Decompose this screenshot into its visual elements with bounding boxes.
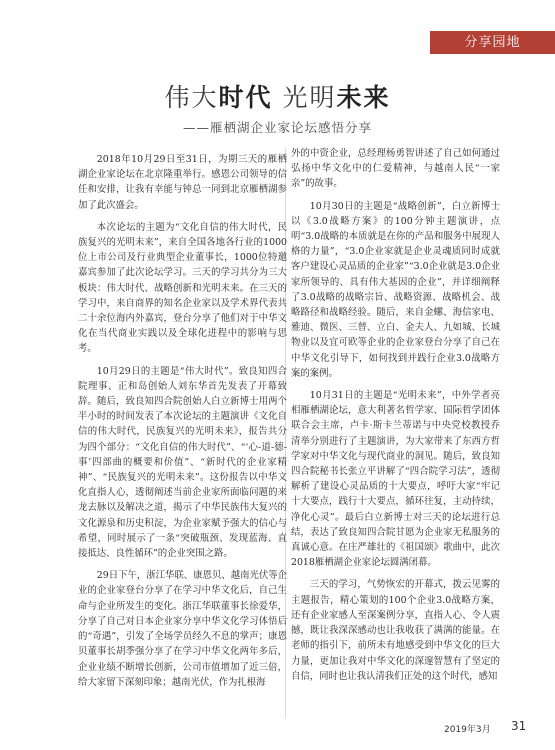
paragraph: 三天的学习，气势恢宏的开幕式，拨云见雾的主题报告，精心策划的100个企业3.0战略方案，还有企业家感人至深案例分享，直指人心、令人震撼，既让我深深感动也让我收获了满满的能量。在老师的指引下，前所未有地感受到中华文化的巨大力量，更加让我对中华文化的深邃智慧有了坚定的自信，同时也让我认清我们正处的这个时代，感知 bbox=[291, 579, 500, 682]
article-subtitle: ——雁栖湖企业家论坛感悟分享 bbox=[182, 120, 372, 135]
paragraph: 10月30日的主题是“战略创新”，白立新博士以《3.0战略方案》的100分钟主题演讲，点明“3.0战略的本质就是在你的产品和服务中展现人格的力量”，“3.0企业家就是企业灵魂质同时成就客户建设心灵品质的企业家”“3.0企业就是3.0企业家所领导的、具有伟大基因的企业”，并详细阐释了3.0战略的战略宗旨、战略资源、战略机会、战略路径和战略经验。随后，来自金螺、海信家电、雅迪、微医、三替、立白、金夫人、九如城、长城物业以及宜可欧等企业的企业家登台分享了自己在中华文化引导下，如何找到并践行企业3.0战略方案的案例。 bbox=[291, 200, 500, 379]
paragraph: 2018年10月29日至31日，为期三天的雁栖湖企业家论坛在北京隆重举行。感恩公司领导的信任和安排，让我有幸能与钟总一同到北京雁栖湖参加了此次盛会。 bbox=[78, 154, 287, 211]
paragraph: 外的中资企业，总经理杨勇智讲述了自己如何通过弘扬中华文化中的仁爱精神，与越南人民“一家亲”的故事。 bbox=[291, 148, 500, 190]
left-column bbox=[78, 152, 287, 717]
paragraph: 10月31日的主题是“光明未来”，中外学者亮相雁栖湖论坛，意大利著名哲学家、国际哲学团体联合会主席，卢卡·斯卡兰蒂诺与中央党校教授乔清举分别进行了主题演讲，为大家带来了东西方哲学家对中华文化与现代商业的洞见。随后，致良知四合院秘书长张立平讲解了“四合院学习法”，透彻解析了建设心灵品质的十大要点，呼吁大家“牢记十大要点，践行十大要点，循环往复，主动持续，净化心灵”。最后白立新博士对三天的论坛进行总结，表达了致良知四合院甘愿为企业家无私服务的真诚心意。在庄严雄壮的《祖国颂》歌曲中，此次2018雁栖湖企业家论坛圆满闭幕。 bbox=[291, 390, 500, 569]
footer-date: 2019年3月 bbox=[444, 725, 491, 735]
page-number: 31 bbox=[511, 719, 527, 733]
section-tag: 分享园地 bbox=[430, 31, 555, 54]
paragraph: 29日下午，浙江华联、康恩贝、越南光伏等企业的企业家登台分享了在学习中华文化后，自己生命与企业所发生的变化。浙江华联董事长徐爱华，分享了自己对日本企业家分享中华文化学习体悟后的“奇遇”，引发了全场学员经久不息的掌声；康恩贝董事长胡季强分享了在学习中华文化两年多后，企业业绩不断增长创新，公司市值增加了近三倍，给大家留下深刻印象；越南光伏，作为扎根海 bbox=[78, 570, 287, 688]
article-title bbox=[0, 78, 555, 114]
paragraph: 10月29日的主题是“伟大时代”。致良知四合院理事、正和岛创始人刘东华首先发表了开幕致辞。随后，致良知四合院创始人白立新博士用两个半小时的时间发表了本次论坛的主题演讲《文化自信的伟大时代，民族复兴的光明未来》，报告共分为四个部分：“文化自信的伟大时代”、“‘心-道-德-事’四部曲的概要和价值”、“新时代的企业家精神”、“民族复兴的光明未来”。这份报告以中华文化直指人心，透彻阐述当前企业家所面临问题的来龙去脉以及解决之道，揭示了中华民族伟大复兴的文化源泉和历史积淀，为企业家赋予强大的信心与希望，同时展示了一条“突破瓶颈、发现蓝海、直接抵达、良性循环”的企业突围之路。 bbox=[78, 365, 287, 560]
title-part-2: 时代 bbox=[218, 83, 273, 112]
title-part-1: 伟大 bbox=[164, 83, 219, 112]
paragraph: 本次论坛的主题为“文化自信的伟大时代，民族复兴的光明未来”，来自全国各地各行业的1000位上市公司及行业典型企业董事长，1000位特邀嘉宾参加了此次论坛学习。三天的学习共分为三大板块：伟大时代、战略创新和光明未来。在三天的学习中，来自商界的知名企业家以及学术界代表共二十余位海内外嘉宾，登台分享了他们对于中华文化在当代商业实践以及全球化进程中的影响与思考。 bbox=[78, 221, 287, 355]
title-part-3: 光明 bbox=[272, 83, 337, 112]
title-part-4: 未来 bbox=[336, 83, 391, 112]
right-column bbox=[291, 146, 500, 718]
